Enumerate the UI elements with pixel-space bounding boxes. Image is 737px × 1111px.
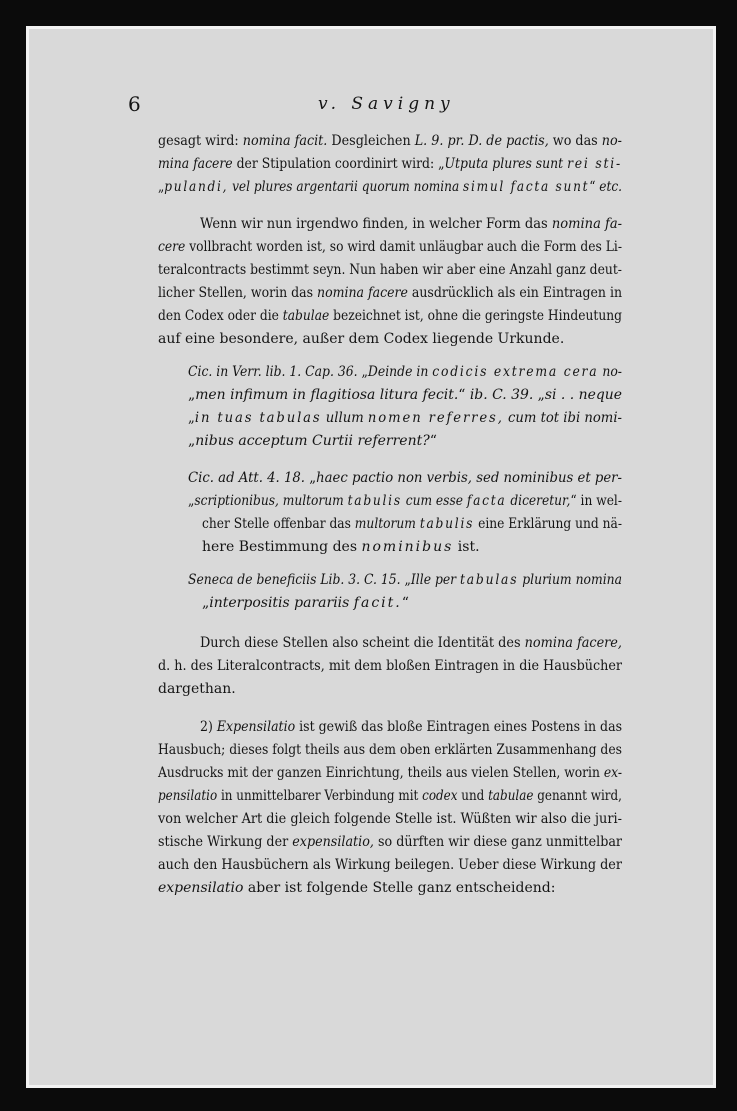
italic-text: no- xyxy=(598,364,623,380)
italic-text: ib. C. 39. xyxy=(469,387,534,403)
italic-text: haec pactio non verbis, sed nominibus et per- xyxy=(316,470,622,486)
text-line xyxy=(188,570,622,590)
italic-text: scriptionibus, multorum xyxy=(194,493,348,509)
roman-text: Hausbuch; dieses folgt theils aus dem oben erklärten Zusammenhang des xyxy=(158,742,622,758)
italic-text: nibus acceptum Curtii referrent? xyxy=(195,433,430,449)
text-line xyxy=(158,260,622,280)
italic-text: facit. xyxy=(353,595,402,611)
roman-text: gesagt wird: xyxy=(158,133,243,149)
italic-text: cum tot ibi nomi- xyxy=(503,410,622,426)
roman-text: „ xyxy=(188,410,195,426)
italic-text: tabulis xyxy=(347,493,402,509)
roman-text: in unmittelbarer Verbindung mit xyxy=(217,788,423,804)
text-line xyxy=(202,514,622,534)
roman-text: “ xyxy=(589,179,600,195)
italic-text: Utputa plures sunt xyxy=(444,156,568,172)
text-line xyxy=(158,329,564,349)
italic-text: facta xyxy=(466,493,507,509)
italic-text: mina facere xyxy=(158,156,233,172)
roman-text: „ xyxy=(188,493,195,509)
roman-text: eine Erklärung und nä- xyxy=(474,516,623,532)
roman-text: “ xyxy=(401,595,409,611)
italic-text: Cic. in Verr. lib. 1. Cap. 36. xyxy=(188,364,358,380)
italic-text: cere xyxy=(158,239,186,255)
italic-text: Deinde in xyxy=(367,364,433,380)
text-line xyxy=(200,214,622,234)
italic-text: nomina facit. xyxy=(242,133,328,149)
roman-text: „ xyxy=(305,470,317,486)
page-header xyxy=(128,92,628,118)
text-line xyxy=(158,855,622,875)
roman-text: d. h. des Literalcontracts, mit dem bloßen Eintragen in die Hausbücher xyxy=(158,658,622,674)
text-line xyxy=(188,491,622,511)
text-line xyxy=(188,385,622,405)
roman-text: Desgleichen xyxy=(327,133,415,149)
italic-text: in tuas tabulas xyxy=(194,410,322,426)
italic-text: multorum xyxy=(354,516,420,532)
italic-text: tabulas xyxy=(460,572,519,588)
roman-text: “ in wel- xyxy=(570,493,622,509)
roman-text: 2) xyxy=(200,719,217,735)
italic-text: nomina facere xyxy=(317,285,408,301)
roman-text: “ xyxy=(458,387,470,403)
text-line xyxy=(158,832,622,852)
roman-text: auch den Hausbüchern als Wirkung beilegen. Ueber diese Wirkung der xyxy=(158,857,622,873)
roman-text: cher Stelle offenbar das xyxy=(202,516,355,532)
text-line xyxy=(158,786,622,806)
italic-text: interpositis parariis xyxy=(209,595,354,611)
text-line xyxy=(158,878,555,898)
italic-text: men infimum in flagitiosa litura fecit. xyxy=(195,387,459,403)
text-line xyxy=(202,537,480,557)
italic-text: codicis extrema cera xyxy=(432,364,599,380)
roman-text: „ xyxy=(188,387,196,403)
italic-text: codex xyxy=(422,788,458,804)
italic-text: nomina facere, xyxy=(524,635,622,651)
roman-text: von welcher Art die gleich folgende Stelle ist. Wüßten wir also die juri- xyxy=(158,811,622,827)
text-line xyxy=(158,154,622,174)
text-line xyxy=(158,763,622,783)
text-line xyxy=(158,809,622,829)
roman-text: teralcontracts bestimmt seyn. Nun haben wir aber eine Anzahl ganz deut- xyxy=(158,262,622,278)
roman-text: Durch diese Stellen also scheint die Identität des xyxy=(200,635,525,651)
italic-text: ex- xyxy=(603,765,622,781)
roman-text: dargethan. xyxy=(158,681,236,697)
italic-text: Ille per xyxy=(410,572,461,588)
roman-text: „ xyxy=(188,433,196,449)
italic-text: Seneca de beneficiis Lib. 3. C. 15. xyxy=(188,572,401,588)
roman-text: “ xyxy=(429,433,437,449)
text-line xyxy=(158,177,622,197)
italic-text: pulandi, xyxy=(164,179,229,195)
roman-text: der Stipulation coordinirt wird: „ xyxy=(232,156,445,172)
italic-text: tabulae xyxy=(282,308,330,324)
italic-text: rei sti- xyxy=(567,156,623,172)
roman-text: stische Wirkung der xyxy=(158,834,293,850)
roman-text: wo das xyxy=(548,133,602,149)
italic-text: Cic. ad Att. 4. 18. xyxy=(188,470,306,486)
text-line xyxy=(158,306,622,326)
text-line xyxy=(200,633,622,653)
roman-text: Wenn wir nun irgendwo finden, in welcher Form das xyxy=(200,216,552,232)
running-head: v. Savigny xyxy=(318,94,455,114)
roman-text: licher Stellen, worin das xyxy=(158,285,318,301)
text-line xyxy=(202,593,409,613)
text-line xyxy=(158,283,622,303)
roman-text: „ xyxy=(400,572,411,588)
text-line xyxy=(158,679,236,699)
roman-text: so dürften wir diese ganz unmittelbar xyxy=(373,834,623,850)
italic-text: L. 9. pr. D. de pactis, xyxy=(414,133,549,149)
roman-text: genannt wird, xyxy=(533,788,622,804)
roman-text: ist gewiß das bloße Eintragen eines Postens in das xyxy=(295,719,623,735)
roman-text: here Bestimmung des xyxy=(202,539,362,555)
roman-text: „ xyxy=(357,364,368,380)
italic-text: expensilatio xyxy=(158,880,244,896)
italic-text: nomina fa- xyxy=(551,216,623,232)
roman-text: Ausdrucks mit der ganzen Einrichtung, theils aus vielen Stellen, worin xyxy=(158,765,604,781)
roman-text: „ xyxy=(533,387,545,403)
italic-text: diceretur, xyxy=(506,493,571,509)
page-number: 6 xyxy=(128,92,141,116)
roman-text: „ xyxy=(202,595,210,611)
roman-text: ausdrücklich als ein Eintragen in xyxy=(407,285,623,301)
italic-text: nominibus xyxy=(361,539,454,555)
italic-text: plurium nomina xyxy=(518,572,623,588)
italic-text: vel plures argentarii quorum nomina xyxy=(228,179,464,195)
text-line xyxy=(158,656,622,676)
text-line xyxy=(188,431,437,451)
italic-text: expensilatio, xyxy=(292,834,374,850)
italic-text: tabulae xyxy=(488,788,534,804)
text-line xyxy=(158,740,622,760)
roman-text: und xyxy=(457,788,489,804)
roman-text: bezeichnet ist, ohne die geringste Hindeutung xyxy=(329,308,623,324)
text-line xyxy=(188,362,622,382)
italic-text: ullum xyxy=(321,410,368,426)
italic-text: pensilatio xyxy=(158,788,218,804)
roman-text: auf eine besondere, außer dem Codex liegende Urkunde. xyxy=(158,331,565,347)
italic-text: simul facta sunt xyxy=(463,179,590,195)
italic-text: cum esse xyxy=(401,493,467,509)
text-line xyxy=(158,131,622,151)
roman-text: „ xyxy=(158,179,165,195)
text-line xyxy=(200,717,622,737)
italic-text: tabulis xyxy=(419,516,475,532)
text-line xyxy=(188,408,622,428)
italic-text: etc. xyxy=(599,179,623,195)
italic-text: si . . neque xyxy=(544,387,622,403)
roman-text: aber ist folgende Stelle ganz entscheidend: xyxy=(243,880,556,896)
italic-text: nomen referres, xyxy=(367,410,504,426)
text-line xyxy=(158,237,622,257)
text-line xyxy=(188,468,622,488)
roman-text: ist. xyxy=(453,539,480,555)
roman-text: den Codex oder die xyxy=(158,308,283,324)
roman-text: vollbracht worden ist, so wird damit unläugbar auch die Form des Li- xyxy=(185,239,622,255)
italic-text: Expensilatio xyxy=(216,719,296,735)
italic-text: no- xyxy=(601,133,622,149)
